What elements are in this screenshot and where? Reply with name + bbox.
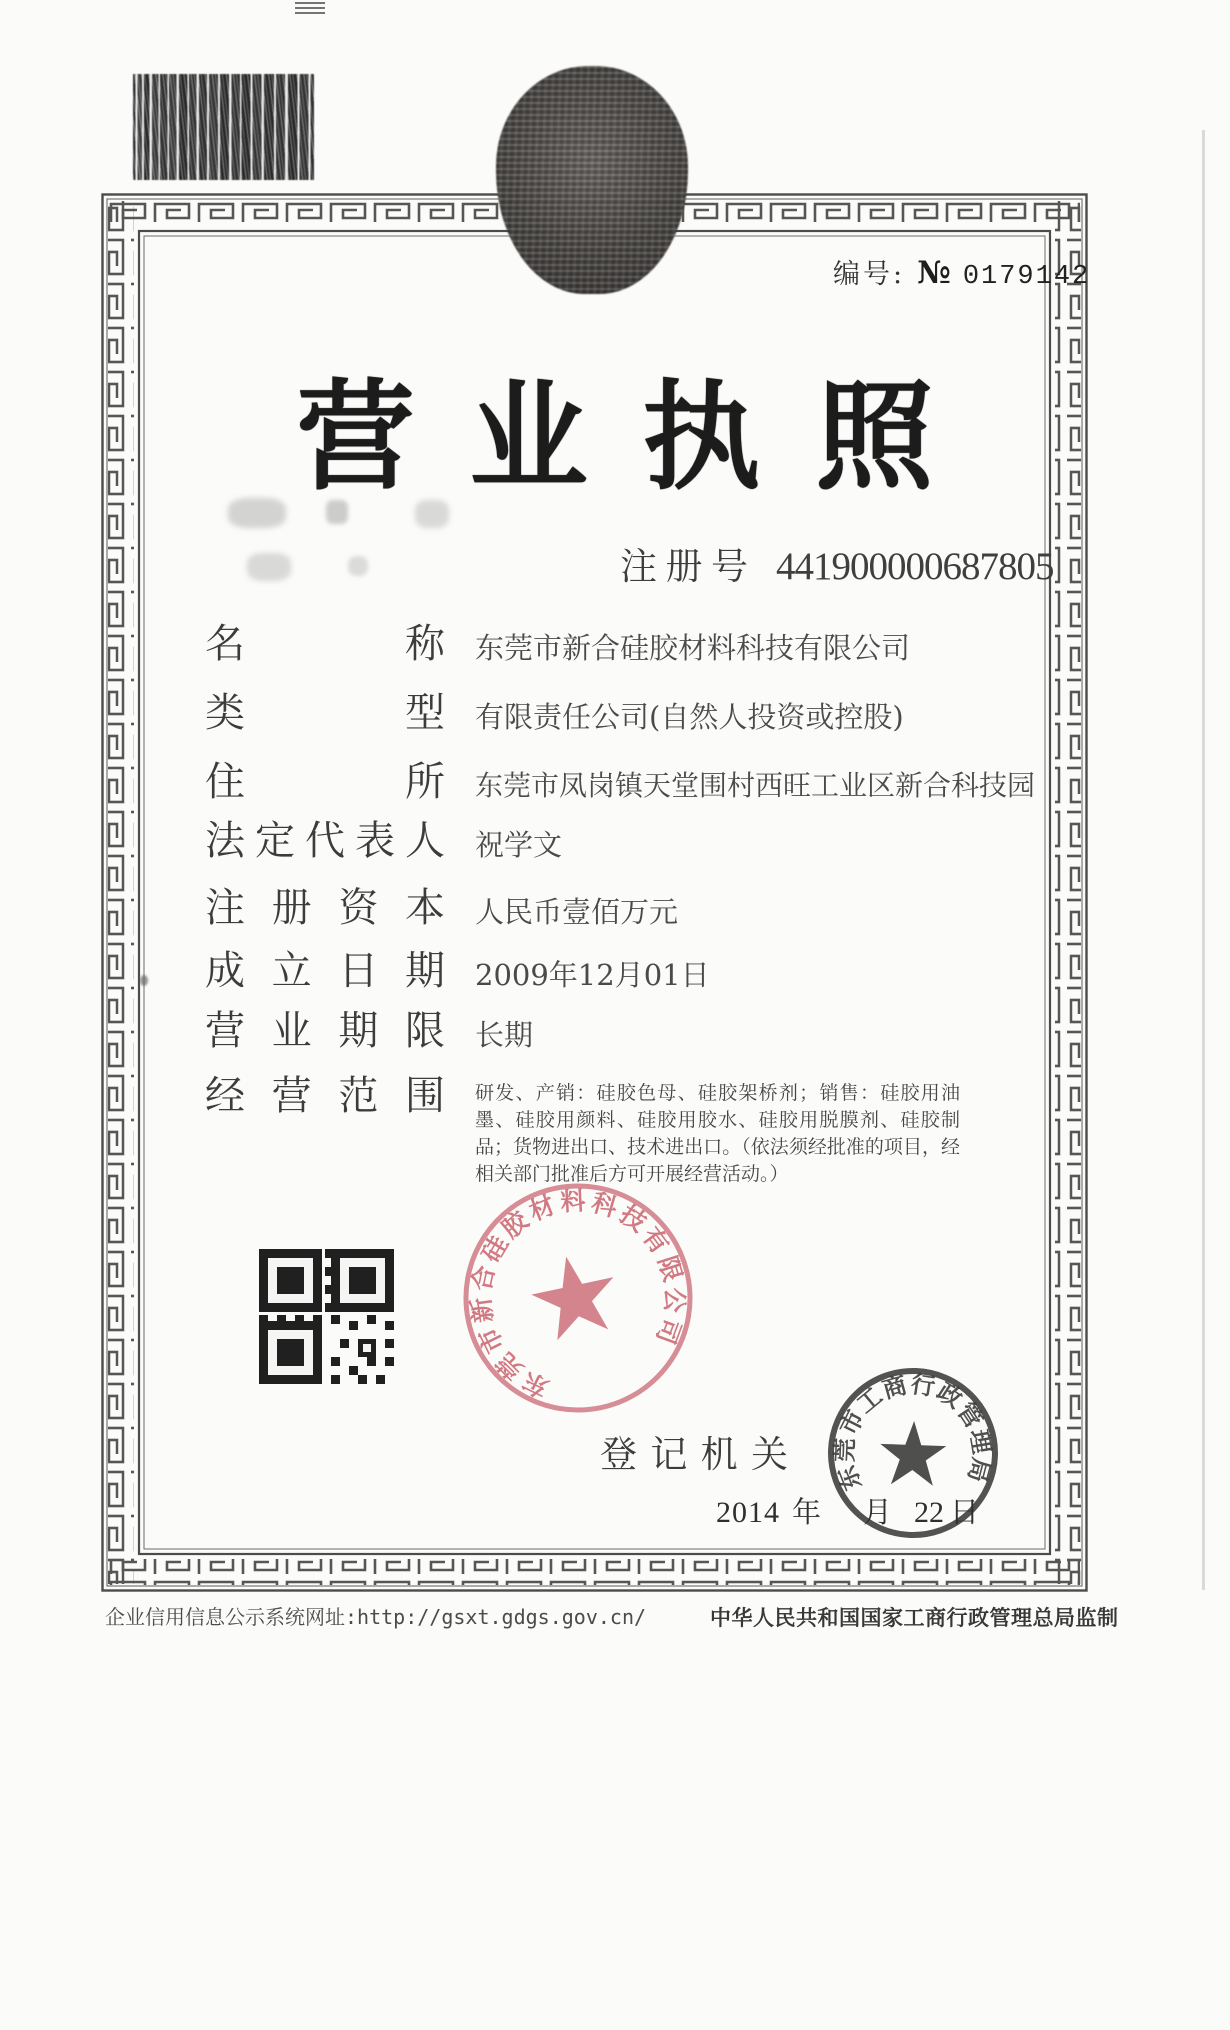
issue-day: 22 <box>914 1496 945 1529</box>
company-seal-text: 东莞市新合硅胶材料科技有限公司 <box>466 1186 690 1404</box>
seal-star-icon <box>525 1248 624 1344</box>
registration-number-line <box>620 536 1054 590</box>
company-seal <box>436 1156 721 1441</box>
field-label: 住所 <box>205 759 445 805</box>
field-label: 注册资本 <box>205 885 445 931</box>
seal-star-icon <box>879 1420 947 1486</box>
field-label: 类型 <box>205 690 445 736</box>
qr-code <box>259 1249 394 1384</box>
registrar-seal <box>822 1362 1004 1544</box>
field-label: 法定代表人 <box>205 818 445 864</box>
footer-issuing-authority: 中华人民共和国国家工商行政管理总局监制 <box>710 1605 1119 1630</box>
field-row-type <box>205 690 1075 737</box>
registrar-label: 登记机关 <box>600 1433 788 1476</box>
month-unit: 月 <box>863 1495 893 1529</box>
barcode <box>133 74 314 180</box>
registration-number-label: 注册号 <box>620 545 748 588</box>
footer-public-system-url: 企业信用信息公示系统网址:http://gsxt.gdgs.gov.cn/ <box>105 1605 647 1629</box>
field-row-business-scope <box>205 1073 960 1188</box>
field-row-registered-capital <box>205 885 1075 932</box>
national-emblem <box>496 66 688 294</box>
field-value: 东莞市新合硅胶材料科技有限公司 <box>475 631 911 665</box>
field-value: 祝学文 <box>475 828 563 862</box>
registrar-seal-text: 东莞市工商行政管理局 <box>829 1369 997 1495</box>
field-label: 营业期限 <box>205 1008 445 1054</box>
serial-number-line <box>833 252 1090 292</box>
field-label: 经营范围 <box>205 1073 445 1119</box>
field-label: 成立日期 <box>205 948 445 994</box>
license-title: 营业执照 <box>296 368 989 506</box>
numero-symbol: № <box>917 255 951 291</box>
scan-artifact <box>295 2 325 15</box>
field-value: 人民币壹佰万元 <box>475 895 679 929</box>
issue-year: 2014 <box>716 1496 780 1529</box>
field-value: 2009年12月01日 <box>475 958 710 992</box>
field-row-legal-representative <box>205 818 1075 865</box>
field-row-name <box>205 621 1075 668</box>
serial-label: 编号: <box>833 259 906 290</box>
registration-number-value: 441900000687805 <box>776 545 1054 588</box>
serial-number: 0179142 <box>962 262 1091 292</box>
field-value: 研发、产销：硅胶色母、硅胶架桥剂；销售：硅胶用油墨、硅胶用颜料、硅胶用胶水、硅胶用脱膜剂、硅胶制品；货物进出口、技术进出口。（依法须经批准的项目，经相关部门批准后方可开展经营活动。） <box>475 1082 960 1185</box>
day-unit: 日 <box>950 1495 980 1529</box>
field-value: 长期 <box>475 1018 534 1052</box>
field-value: 东莞市凤岗镇天堂围村西旺工业区新合科技园 <box>475 769 1036 802</box>
year-unit: 年 <box>792 1495 822 1529</box>
field-row-establishment-date <box>205 948 1075 995</box>
field-row-address <box>205 759 1075 805</box>
field-value: 有限责任公司(自然人投资或控股) <box>475 700 904 734</box>
field-label: 名称 <box>205 621 445 667</box>
field-row-business-term <box>205 1008 1075 1055</box>
